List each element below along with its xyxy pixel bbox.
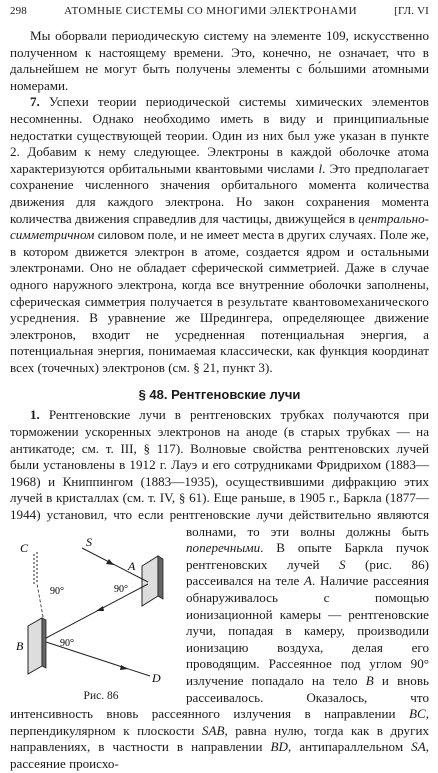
figure-caption: Рис. 86 [83, 689, 119, 702]
point-number: 1. [30, 407, 40, 423]
running-header [10, 4, 429, 18]
svg-text:C: C [20, 540, 29, 555]
point-number: 7. [30, 94, 40, 110]
paragraph-periodic-end: Мы оборвали периодическую систему на элементе 109, искусственно полученном к настоящему времени. Это, конечно, не означает, что в дальнейшем не могут быть получены элементы с бо́льшими атомными номерами. [10, 28, 429, 93]
paragraph-xray-intro: 1. Рентгеновские лучи в рентгеновских трубках получаются при торможении ускоренных электронов на аноде (в старых трубках — на антикатоде; см. т. III, § 117). Волновые свойства рентгеновских лучей были установлены в 1912 г. Лауэ и его сотрудниками Фридрихом (1883—1968) и Книппингом (1883—1935), осуществившими дифракцию этих лучей в кристаллах (см. т. IV, § 61). Еще раньше, в 1905 г., Баркла (1877—1944) установил, что если рентгеновские лучи действительно являются волнами, то эти волны должны быть C 90° B A S 90° 90° D Рис. 86 поперечными. В опыте Баркла пучок рентгеновских лучей S (рис. 86) рассеивался на теле A. Наличие рассеяния обнаруживалось с помощью ионизационной камеры — рентгеновские лучи, попадая в камеру, производили ионизацию воздуха, делая его проводящим. Рассеянное под углом 90° излучение попадало на тело B и вновь рассеивалось. Оказалось, что интенсивность вновь рассеянного излучения в направлении BC, перпендикулярном к плоскости SAB, равна нулю, тогда как в других направлениях, в частности в направлении BD, антипараллельном SA, рассеяние происхо- [10, 407, 429, 772]
chapter-label: [ГЛ. VI [394, 5, 429, 17]
svg-text:90°: 90° [60, 637, 74, 649]
emphasis-central-symmetric: центрально-симметричном [10, 210, 429, 243]
figure-86 [10, 526, 182, 704]
svg-text:S: S [86, 534, 92, 549]
emphasis-transverse: поперечными [186, 540, 261, 556]
svg-text:90°: 90° [50, 585, 64, 597]
section-title: § 48. Рентгеновские лучи [138, 387, 301, 403]
svg-text:A: A [128, 558, 136, 573]
barkla-experiment-diagram [10, 526, 182, 686]
page-number: 298 [10, 5, 27, 17]
svg-text:90°: 90° [114, 583, 128, 595]
running-title: АТОМНЫЕ СИСТЕМЫ СО МНОГИМИ ЭЛЕКТРОНАМИ [64, 5, 357, 17]
svg-text:B: B [16, 638, 24, 653]
paragraph-point-7: 7. Успехи теории периодической системы химических элементов несомненны. Однако необходимо иметь в виду и принципиальные недостатки существующей теории. Один из них был уже указан в пункте 2. Добавим к нему следующее. Электроны в каждой оболочке атома характеризуются орбитальными квантовыми числами l. Это предполагает сохранение численного значения орбитального момента количества движения для каждого электрона. Но закон сохранения момента количества движения справедлив для частицы, движущейся в центрально-симметричном силовом поле, и не имеет места в других случаях. Поле же, в котором движется электрон в атоме, создается ядром и остальными электронами. Оно не обладает сферической симметрией. Даже в случае одного наружного электрона, когда все внутренние оболочки заполнены, сферическая симметрия получается в результате квантовомеханического усреднения. В уравнение же Шредингера, определяющее движение электронов, входит не усредненная потенциальная энергия, а потенциальная энергия, понимаемая классически, как функция координат всех (точечных) электронов (см. § 21, пункт 3). [10, 94, 429, 375]
emphasis-averaging: результате квантовомеханического усреднения [10, 293, 429, 326]
svg-text:D: D [152, 670, 161, 685]
